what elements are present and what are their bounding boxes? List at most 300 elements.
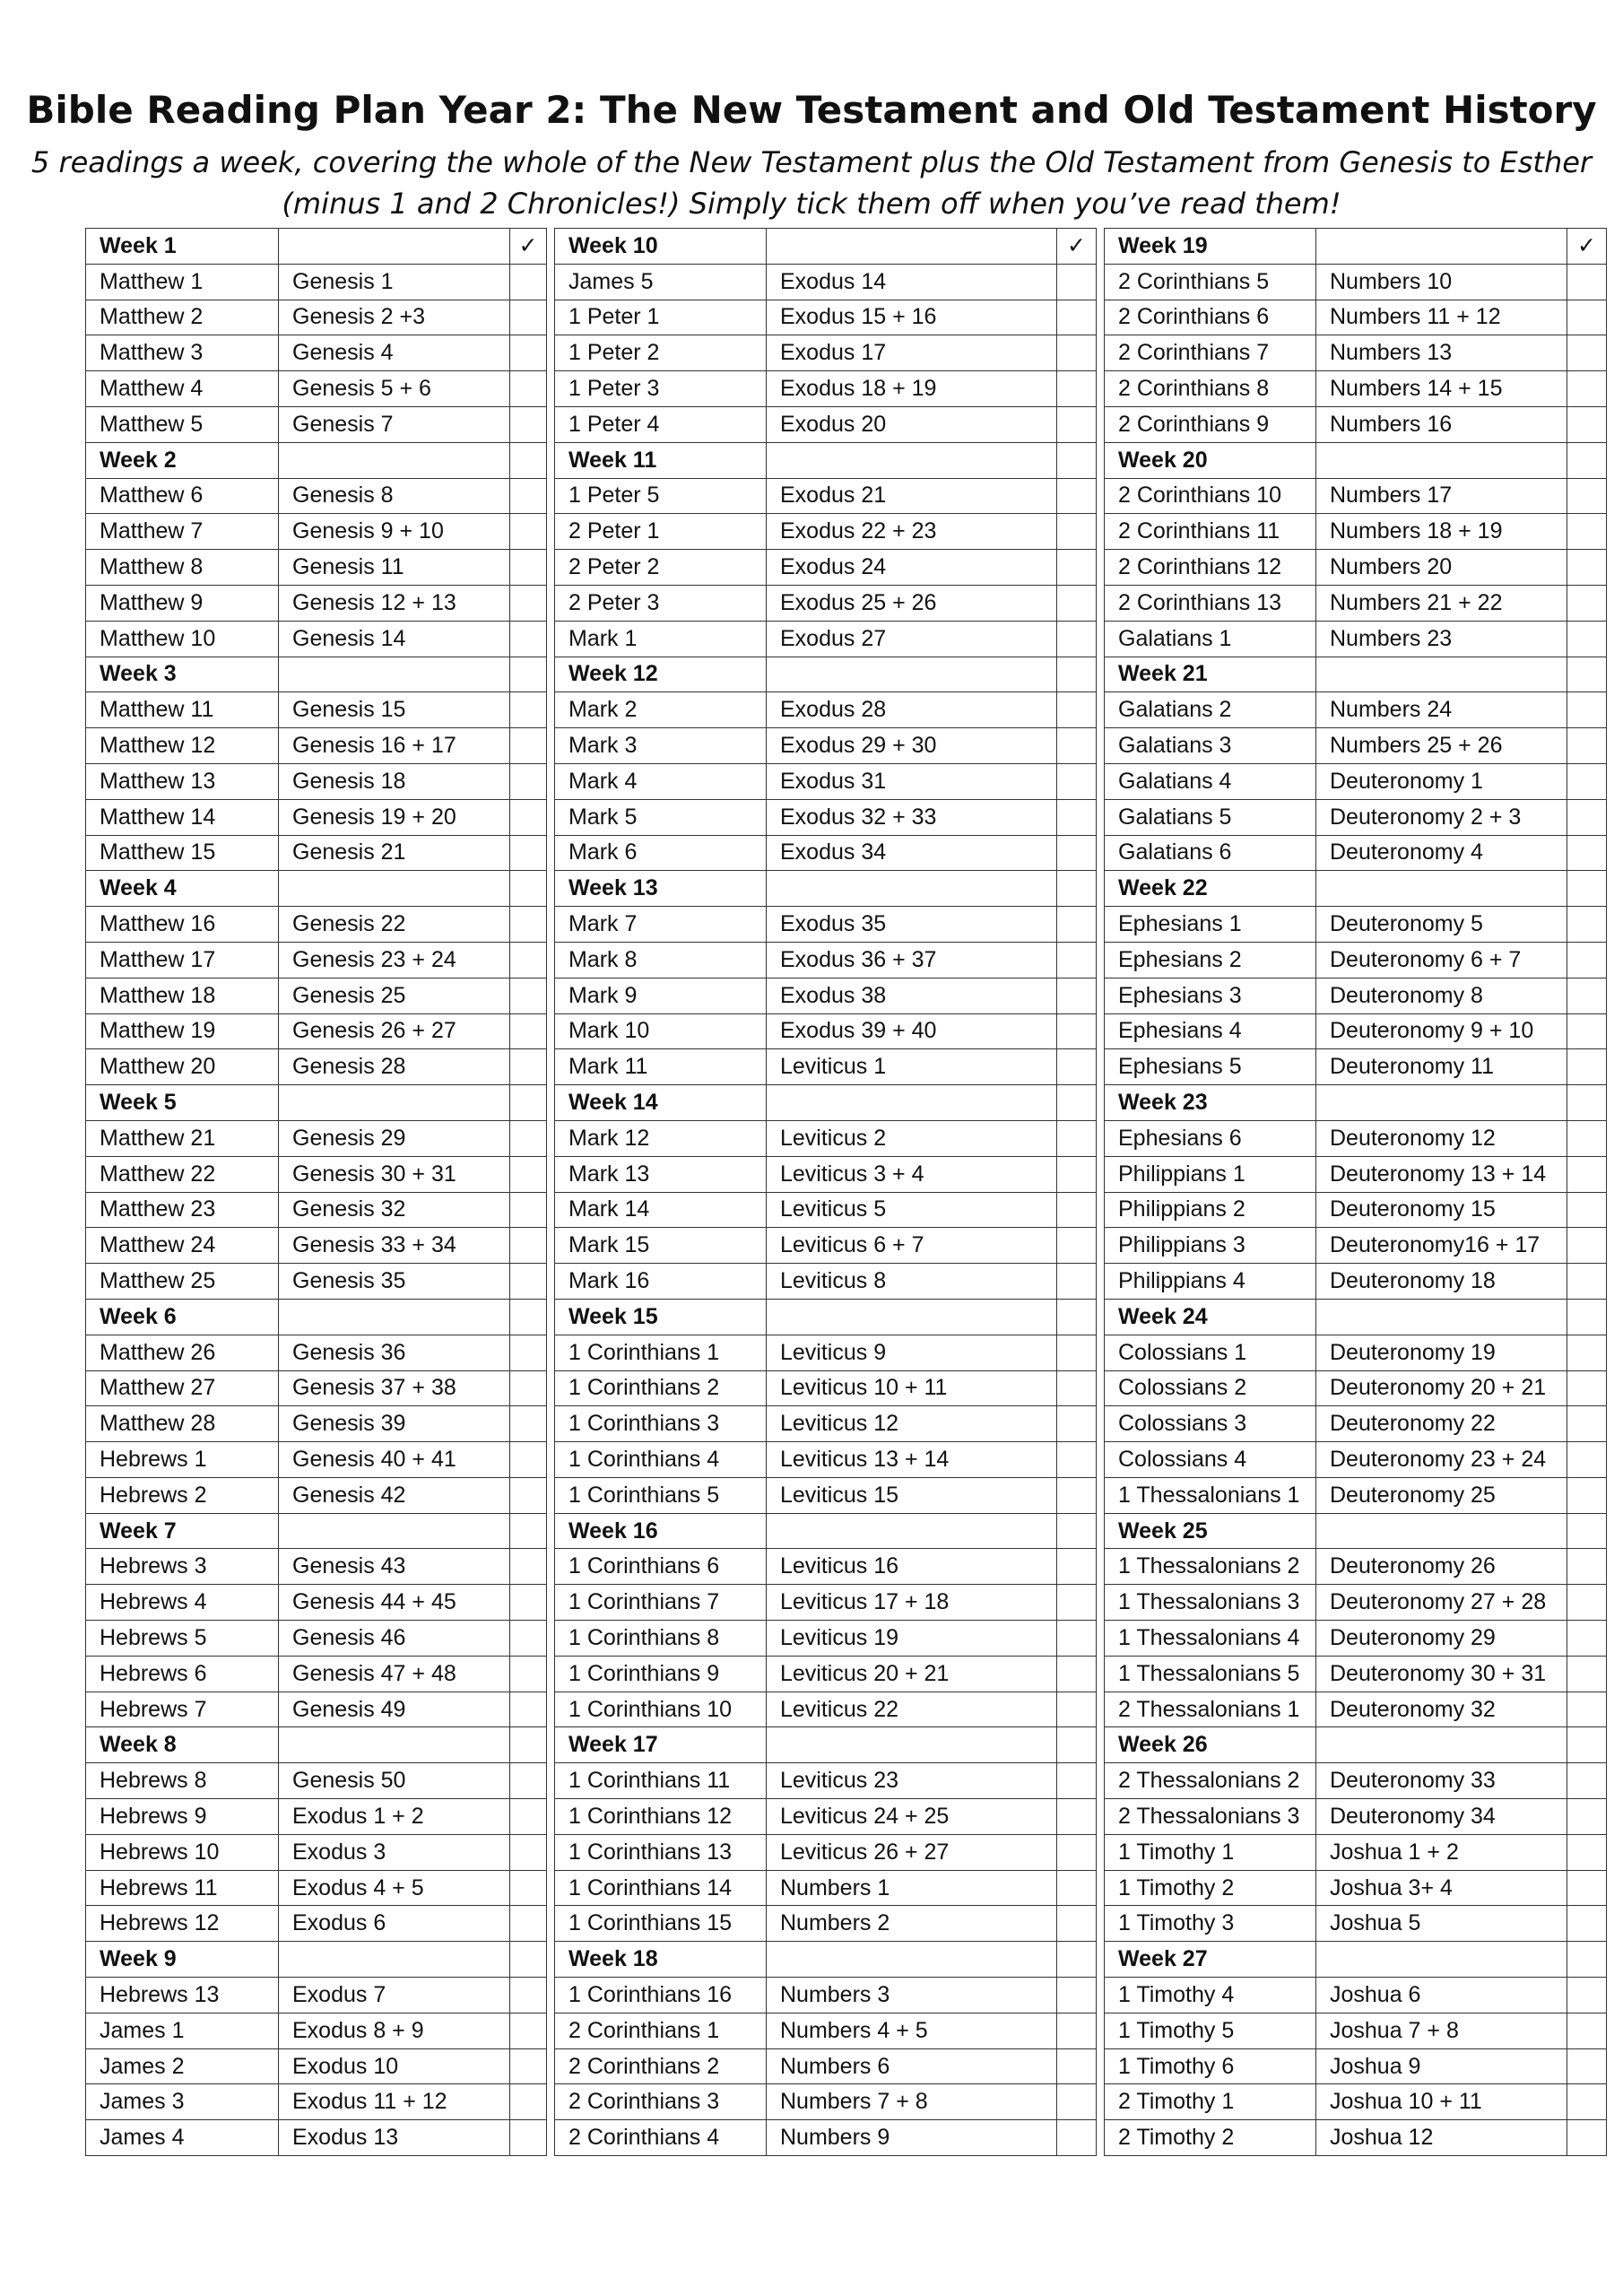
tick-box[interactable] [510,1406,547,1442]
column-gap [1097,1406,1105,1442]
tick-box[interactable] [510,1799,547,1835]
tick-box[interactable] [510,692,547,728]
tick-box[interactable] [510,871,547,907]
tick-box[interactable] [1567,1906,1607,1942]
column-gap [1097,2084,1105,2120]
tick-box[interactable] [510,1442,547,1478]
tick-box[interactable] [1057,1656,1097,1692]
tick-box[interactable] [510,978,547,1013]
tick-box[interactable] [510,2013,547,2048]
nt-reading: Hebrews 6 [86,1656,279,1692]
reading-plan-table [85,228,1607,2156]
ot-reading: Leviticus 5 [767,1192,1057,1228]
ot-reading: Genesis 23 + 24 [279,942,510,978]
tick-box[interactable] [510,1585,547,1621]
tick-box[interactable] [1057,1085,1097,1121]
table-row [86,621,1607,657]
tick-box[interactable] [1057,1692,1097,1727]
tick-box[interactable] [1057,300,1097,335]
tick-box[interactable] [510,799,547,835]
week-header-blank [279,1513,510,1549]
nt-reading: 1 Corinthians 10 [555,1692,767,1727]
column-gap [547,1870,555,1906]
tick-box[interactable] [1057,799,1097,835]
tick-box[interactable] [1057,1763,1097,1799]
tick-box[interactable] [510,1477,547,1513]
tick-box[interactable] [1057,1513,1097,1549]
tick-box[interactable] [1057,763,1097,799]
column-gap [1097,300,1105,335]
week-label: Week 25 [1105,1513,1316,1549]
tick-box[interactable] [1567,264,1607,300]
week-label: Week 17 [555,1727,767,1763]
nt-reading: Mark 1 [555,621,767,657]
tick-box[interactable] [1057,1834,1097,1870]
tick-box[interactable] [510,1513,547,1549]
nt-reading: Galatians 1 [1105,621,1316,657]
nt-reading: Matthew 9 [86,585,279,621]
ot-reading: Genesis 36 [279,1335,510,1370]
tick-box[interactable] [510,1228,547,1264]
tick-box[interactable] [1057,1906,1097,1942]
tick-box[interactable] [510,657,547,692]
tick-box[interactable] [1057,1335,1097,1370]
nt-reading: 1 Peter 5 [555,478,767,514]
tick-box[interactable] [1057,621,1097,657]
column-gap [547,728,555,764]
nt-reading: James 5 [555,264,767,300]
tick-box[interactable] [510,1870,547,1906]
table-row [86,1049,1607,1085]
ot-reading: Numbers 2 [767,1906,1057,1942]
ot-reading: Exodus 29 + 30 [767,728,1057,764]
column-gap [547,478,555,514]
ot-reading: Genesis 39 [279,1406,510,1442]
column-gap [547,2084,555,2120]
table-row [86,1870,1607,1906]
tick-box[interactable] [1057,1228,1097,1264]
tick-box[interactable] [1567,1870,1607,1906]
tick-box[interactable] [1057,835,1097,871]
column-gap [547,907,555,943]
checkmark-icon[interactable]: ✓ [1057,229,1097,265]
week-label: Week 14 [555,1085,767,1121]
ot-reading: Exodus 6 [279,1906,510,1942]
nt-reading: Hebrews 2 [86,1477,279,1513]
tick-box[interactable] [1057,1549,1097,1585]
table-row [86,763,1607,799]
tick-box[interactable] [510,1727,547,1763]
tick-box[interactable] [1057,657,1097,692]
tick-box[interactable] [1057,1299,1097,1335]
column-gap [547,1549,555,1585]
column-gap [1097,1656,1105,1692]
week-label: Week 21 [1105,657,1316,692]
column-gap [547,1370,555,1406]
ot-reading: Genesis 32 [279,1192,510,1228]
tick-box[interactable] [1057,1013,1097,1049]
tick-box[interactable] [1057,1799,1097,1835]
tick-box[interactable] [510,478,547,514]
tick-box[interactable] [510,371,547,407]
tick-box[interactable] [1057,478,1097,514]
tick-box[interactable] [510,728,547,764]
column-gap [1097,1013,1105,1049]
tick-box[interactable] [1057,728,1097,764]
table-row [86,1621,1607,1657]
tick-box[interactable] [510,942,547,978]
ot-reading: Deuteronomy16 + 17 [1316,1228,1567,1264]
tick-box[interactable] [510,1085,547,1121]
nt-reading: Ephesians 2 [1105,942,1316,978]
tick-box[interactable] [1057,2048,1097,2084]
tick-box[interactable] [1567,1406,1607,1442]
nt-reading: Mark 6 [555,835,767,871]
tick-box[interactable] [510,1549,547,1585]
tick-box[interactable] [1567,1978,1607,2013]
tick-box[interactable] [1567,1264,1607,1300]
tick-box[interactable] [510,621,547,657]
tick-box[interactable] [1057,1942,1097,1978]
table-row [86,1834,1607,1870]
tick-box[interactable] [1567,335,1607,371]
tick-box[interactable] [1567,442,1607,478]
tick-box[interactable] [1567,1834,1607,1870]
tick-box[interactable] [510,585,547,621]
nt-reading: 1 Corinthians 3 [555,1406,767,1442]
nt-reading: Galatians 2 [1105,692,1316,728]
nt-reading: 2 Corinthians 1 [555,2013,767,2048]
column-gap [1097,1156,1105,1192]
tick-box[interactable] [1567,657,1607,692]
nt-reading: Matthew 17 [86,942,279,978]
table-row [86,799,1607,835]
nt-reading: 2 Peter 1 [555,514,767,550]
table-row [86,1335,1607,1370]
ot-reading: Exodus 14 [767,264,1057,300]
tick-box[interactable] [1057,692,1097,728]
tick-box[interactable] [510,1763,547,1799]
tick-box[interactable] [510,1621,547,1657]
tick-box[interactable] [1057,871,1097,907]
tick-box[interactable] [510,300,547,335]
tick-box[interactable] [1057,2013,1097,2048]
tick-box[interactable] [1567,1156,1607,1192]
nt-reading: Mark 16 [555,1264,767,1300]
column-gap [547,1906,555,1942]
nt-reading: 2 Peter 2 [555,550,767,586]
tick-box[interactable] [1567,1049,1607,1085]
tick-box[interactable] [1057,942,1097,978]
nt-reading: Colossians 2 [1105,1370,1316,1406]
tick-box[interactable] [1567,728,1607,764]
tick-box[interactable] [510,1120,547,1156]
tick-box[interactable] [1057,2120,1097,2156]
nt-reading: Philippians 2 [1105,1192,1316,1228]
tick-box[interactable] [510,763,547,799]
nt-reading: Matthew 1 [86,264,279,300]
tick-box[interactable] [1567,1120,1607,1156]
tick-box[interactable] [1567,1013,1607,1049]
tick-box[interactable] [1567,1621,1607,1657]
ot-reading: Numbers 4 + 5 [767,2013,1057,2048]
ot-reading: Genesis 33 + 34 [279,1228,510,1264]
table-row [86,585,1607,621]
tick-box[interactable] [1057,1978,1097,2013]
table-row [86,1978,1607,2013]
ot-reading: Deuteronomy 20 + 21 [1316,1370,1567,1406]
column-gap [1097,1335,1105,1370]
nt-reading: Colossians 4 [1105,1442,1316,1478]
tick-box[interactable] [1567,1727,1607,1763]
column-gap [1097,442,1105,478]
ot-reading: Numbers 18 + 19 [1316,514,1567,550]
column-gap [1097,657,1105,692]
tick-box[interactable] [1567,871,1607,907]
tick-box[interactable] [1567,942,1607,978]
column-gap [1097,1299,1105,1335]
tick-box[interactable] [1057,550,1097,586]
week-label: Week 15 [555,1299,767,1335]
nt-reading: Mark 7 [555,907,767,943]
tick-box[interactable] [510,2084,547,2120]
ot-reading: Genesis 30 + 31 [279,1156,510,1192]
column-gap [1097,907,1105,943]
tick-box[interactable] [1057,1621,1097,1657]
tick-box[interactable] [1057,335,1097,371]
tick-box[interactable] [1567,1192,1607,1228]
tick-box[interactable] [1567,1799,1607,1835]
tick-box[interactable] [1567,907,1607,943]
tick-box[interactable] [1567,2084,1607,2120]
column-gap [547,1120,555,1156]
tick-box[interactable] [510,2120,547,2156]
nt-reading: 1 Corinthians 8 [555,1621,767,1657]
nt-reading: Philippians 4 [1105,1264,1316,1300]
tick-box[interactable] [1567,835,1607,871]
column-gap [1097,550,1105,586]
nt-reading: 1 Corinthians 16 [555,1978,767,2013]
column-gap [547,1763,555,1799]
tick-box[interactable] [1057,442,1097,478]
week-header-blank [1316,1085,1567,1121]
table-row [86,1442,1607,1478]
tick-box[interactable] [1567,1299,1607,1335]
tick-box[interactable] [510,550,547,586]
tick-box[interactable] [510,1834,547,1870]
ot-reading: Deuteronomy 4 [1316,835,1567,871]
tick-box[interactable] [1567,2048,1607,2084]
nt-reading: Hebrews 7 [86,1692,279,1727]
tick-box[interactable] [510,835,547,871]
tick-box[interactable] [510,1299,547,1335]
tick-box[interactable] [1057,514,1097,550]
ot-reading: Genesis 9 + 10 [279,514,510,550]
nt-reading: 1 Thessalonians 3 [1105,1585,1316,1621]
tick-box[interactable] [510,1156,547,1192]
tick-box[interactable] [1567,406,1607,442]
tick-box[interactable] [1567,1763,1607,1799]
checkmark-icon[interactable]: ✓ [510,229,547,265]
tick-box[interactable] [510,1370,547,1406]
tick-box[interactable] [510,1978,547,2013]
tick-box[interactable] [1057,1727,1097,1763]
tick-box[interactable] [1567,763,1607,799]
column-gap [1097,621,1105,657]
ot-reading: Numbers 3 [767,1978,1057,2013]
column-gap [1097,1228,1105,1264]
tick-box[interactable] [1057,1370,1097,1406]
ot-reading: Genesis 21 [279,835,510,871]
tick-box[interactable] [510,442,547,478]
tick-box[interactable] [510,1942,547,1978]
tick-box[interactable] [1057,1406,1097,1442]
tick-box[interactable] [1567,1942,1607,1978]
week-header-blank [767,1942,1057,1978]
ot-reading: Numbers 25 + 26 [1316,728,1567,764]
tick-box[interactable] [1057,1442,1097,1478]
ot-reading: Exodus 24 [767,550,1057,586]
checkmark-icon[interactable]: ✓ [1567,229,1607,265]
tick-box[interactable] [1057,585,1097,621]
tick-box[interactable] [1567,478,1607,514]
nt-reading: James 1 [86,2013,279,2048]
table-row [86,478,1607,514]
nt-reading: 1 Timothy 2 [1105,1870,1316,1906]
column-gap [1097,1264,1105,1300]
nt-reading: 2 Corinthians 4 [555,2120,767,2156]
column-gap [1097,1549,1105,1585]
column-gap [547,300,555,335]
nt-reading: James 3 [86,2084,279,2120]
tick-box[interactable] [510,907,547,943]
tick-box[interactable] [510,1335,547,1370]
tick-box[interactable] [1057,2084,1097,2120]
table-row [86,1370,1607,1406]
tick-box[interactable] [1057,1264,1097,1300]
tick-box[interactable] [1567,799,1607,835]
week-label: Week 10 [555,229,767,265]
tick-box[interactable] [510,1264,547,1300]
nt-reading: 1 Corinthians 13 [555,1834,767,1870]
tick-box[interactable] [1057,1477,1097,1513]
tick-box[interactable] [1057,371,1097,407]
tick-box[interactable] [510,1013,547,1049]
ot-reading: Leviticus 9 [767,1335,1057,1370]
tick-box[interactable] [510,1656,547,1692]
ot-reading: Deuteronomy 33 [1316,1763,1567,1799]
tick-box[interactable] [510,1906,547,1942]
week-header-blank [767,657,1057,692]
tick-box[interactable] [1567,1335,1607,1370]
column-gap [547,692,555,728]
ot-reading: Deuteronomy 18 [1316,1264,1567,1300]
tick-box[interactable] [1567,2013,1607,2048]
tick-box[interactable] [1057,264,1097,300]
tick-box[interactable] [1567,692,1607,728]
week-label: Week 22 [1105,871,1316,907]
ot-reading: Exodus 35 [767,907,1057,943]
tick-box[interactable] [1567,300,1607,335]
column-gap [1097,835,1105,871]
nt-reading: Hebrews 10 [86,1834,279,1870]
table-row [86,2120,1607,2156]
tick-box[interactable] [1567,585,1607,621]
ot-reading: Numbers 16 [1316,406,1567,442]
ot-reading: Exodus 34 [767,835,1057,871]
column-gap [547,1228,555,1264]
tick-box[interactable] [1567,1228,1607,1264]
tick-box[interactable] [1057,978,1097,1013]
column-gap [547,1727,555,1763]
table-row [86,978,1607,1013]
ot-reading: Genesis 22 [279,907,510,943]
table-row [86,1692,1607,1727]
week-header-row [86,871,1607,907]
nt-reading: Ephesians 1 [1105,907,1316,943]
tick-box[interactable] [1567,1585,1607,1621]
tick-box[interactable] [510,1692,547,1727]
week-label: Week 13 [555,871,767,907]
tick-box[interactable] [1567,371,1607,407]
tick-box[interactable] [1567,1442,1607,1478]
table-row [86,907,1607,943]
column-gap [1097,406,1105,442]
tick-box[interactable] [1567,550,1607,586]
tick-box[interactable] [1567,1692,1607,1727]
column-gap [1097,1049,1105,1085]
tick-box[interactable] [1057,1120,1097,1156]
tick-box[interactable] [1567,1513,1607,1549]
column-gap [1097,1763,1105,1799]
tick-box[interactable] [1567,978,1607,1013]
tick-box[interactable] [510,264,547,300]
nt-reading: Matthew 28 [86,1406,279,1442]
tick-box[interactable] [1057,907,1097,943]
tick-box[interactable] [1057,1870,1097,1906]
week-header-blank [767,1513,1057,1549]
tick-box[interactable] [1567,1477,1607,1513]
tick-box[interactable] [1057,406,1097,442]
tick-box[interactable] [1567,2120,1607,2156]
tick-box[interactable] [1057,1049,1097,1085]
nt-reading: 1 Timothy 6 [1105,2048,1316,2084]
ot-reading: Leviticus 17 + 18 [767,1585,1057,1621]
tick-box[interactable] [1567,621,1607,657]
tick-box[interactable] [1567,514,1607,550]
tick-box[interactable] [1057,1585,1097,1621]
tick-box[interactable] [1567,1549,1607,1585]
tick-box[interactable] [510,1049,547,1085]
week-header-blank [279,657,510,692]
tick-box[interactable] [510,406,547,442]
tick-box[interactable] [1057,1192,1097,1228]
week-label: Week 26 [1105,1727,1316,1763]
tick-box[interactable] [1567,1085,1607,1121]
tick-box[interactable] [1567,1656,1607,1692]
ot-reading: Exodus 36 + 37 [767,942,1057,978]
nt-reading: Hebrews 8 [86,1763,279,1799]
tick-box[interactable] [510,1192,547,1228]
tick-box[interactable] [1057,1156,1097,1192]
tick-box[interactable] [510,335,547,371]
tick-box[interactable] [1567,1370,1607,1406]
nt-reading: Matthew 11 [86,692,279,728]
nt-reading: Colossians 3 [1105,1406,1316,1442]
ot-reading: Exodus 17 [767,335,1057,371]
tick-box[interactable] [510,2048,547,2084]
tick-box[interactable] [510,514,547,550]
